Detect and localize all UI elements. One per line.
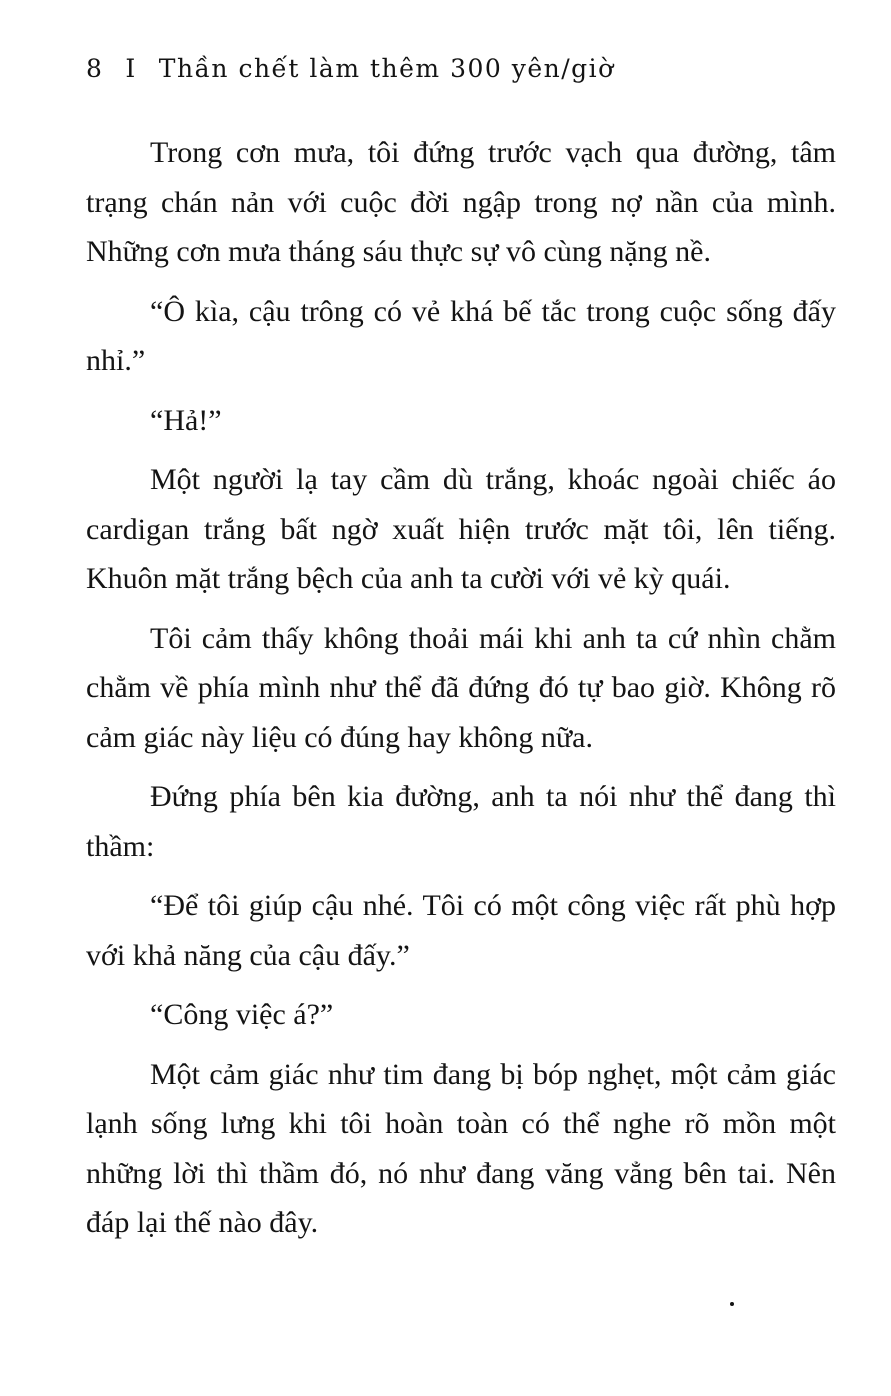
paragraph: Tôi cảm thấy không thoải mái khi anh ta cứ nhìn chằm chằm về phía mình như thể đã đứng đó tự bao giờ. Không rõ cảm giác này liệu có đúng hay không nữa.	[86, 621, 836, 754]
header-separator: I	[125, 53, 137, 83]
paragraph: “Công việc á?”	[150, 998, 334, 1031]
paragraph: Đứng phía bên kia đường, anh ta nói như thể đang thì thầm:	[86, 780, 836, 863]
print-speck	[730, 1302, 734, 1306]
paragraph: Một người lạ tay cầm dù trắng, khoác ngoài chiếc áo cardigan trắng bất ngờ xuất hiện trước mặt tôi, lên tiếng. Khuôn mặt trắng bệch của anh ta cười với vẻ kỳ quái.	[86, 463, 836, 595]
paragraph: Trong cơn mưa, tôi đứng trước vạch qua đường, tâm trạng chán nản với cuộc đời ngập trong nợ nần của mình. Những cơn mưa tháng sáu thực sự vô cùng nặng nề.	[86, 136, 836, 268]
body-text	[86, 128, 836, 1258]
running-header	[86, 46, 615, 90]
paragraph: “Hả!”	[150, 403, 222, 437]
page-number: 8	[86, 53, 104, 83]
paragraph: “Để tôi giúp cậu nhé. Tôi có một công việc rất phù hợp với khả năng của cậu đấy.”	[86, 889, 836, 972]
paragraph: Một cảm giác như tim đang bị bóp nghẹt, một cảm giác lạnh sống lưng khi tôi hoàn toàn có thể nghe rõ mồn một những lời thì thầm đó, nó như đang văng vẳng bên tai. Nên đáp lại thế nào đây.	[86, 1057, 836, 1239]
paragraph: “Ô kìa, cậu trông có vẻ khá bế tắc trong cuộc sống đấy nhỉ.”	[86, 294, 836, 377]
book-title: Thần chết làm thêm 300 yên/giờ	[158, 53, 615, 83]
